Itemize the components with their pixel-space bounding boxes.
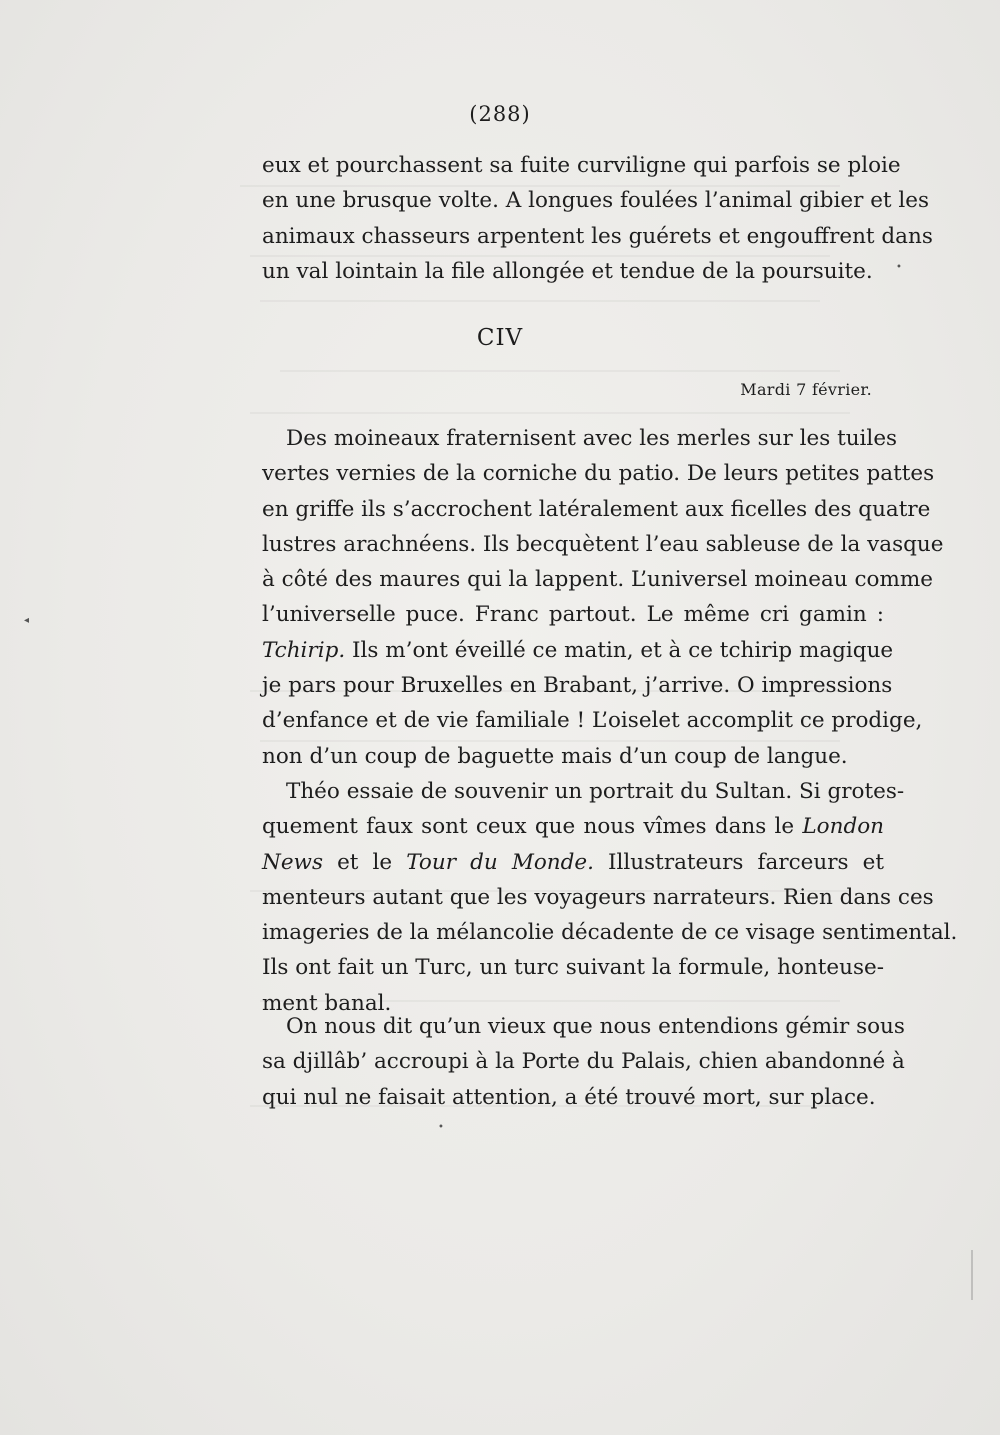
text-span: Illustrateurs farceurs et (593, 849, 884, 875)
italic-word: Tchirip. (262, 637, 346, 663)
text-line: Théo essaie de souvenir un portrait du Sultan. Si grotes- (286, 779, 905, 804)
text-line: en une brusque volte. A longues foulées l’animal gibier et les (262, 188, 930, 214)
chapter-date: Mardi 7 février. (740, 380, 872, 399)
paragraph-sultan-portrait (262, 774, 958, 1021)
text-line: à côté des maures qui la lappent. L’universel moineau comme (262, 567, 933, 593)
text-line: d’enfance et de vie familiale ! L’oiselet accomplit ce prodige, (262, 708, 923, 734)
edge-mark (971, 1250, 973, 1300)
text-line: Des moineaux fraternisent avec les merles sur les tuiles (286, 426, 898, 451)
margin-speck: • (438, 1122, 444, 1133)
margin-speck: • (896, 262, 902, 273)
margin-speck: ◂ (24, 615, 30, 626)
italic-word: London (802, 814, 884, 840)
text-line: je pars pour Bruxelles en Brabant, j’arrive. O impressions (262, 673, 893, 699)
text-line: un val lointain la file allongée et tendue de la poursuite. (262, 258, 873, 284)
text-line: non d’un coup de baguette mais d’un coup de langue. (262, 743, 848, 769)
text-line: qui nul ne faisait attention, a été trouvé mort, sur place. (262, 1084, 876, 1110)
paragraph-old-man (262, 1009, 905, 1115)
chapter-heading: CIV (476, 325, 524, 351)
text-line: Ils ont fait un Turc, un turc suivant la formule, honteuse- (262, 955, 884, 981)
text-line (262, 809, 884, 844)
text-line: l’universelle puce. Franc partout. Le même cri gamin : (262, 602, 884, 628)
page-number: (288) (469, 102, 531, 126)
paragraph-continuation (262, 148, 933, 289)
paragraph-sparrows (262, 421, 944, 774)
text-line: menteurs autant que les voyageurs narrateurs. Rien dans ces (262, 884, 934, 910)
text-span: et le (322, 849, 407, 875)
text-line: en griffe ils s’accrochent latéralement aux ficelles des quatre (262, 496, 931, 522)
text-line: animaux chasseurs arpentent les guérets et engouffrent dans (262, 223, 933, 249)
text-line: On nous dit qu’un vieux que nous entendions gémir sous (286, 1014, 905, 1039)
italic-word: News (262, 849, 323, 875)
text-line: lustres arachnéens. Ils becquètent l’eau sableuse de la vasque (262, 531, 944, 557)
text-line: sa djillâb’ accroupi à la Porte du Palais, chien abandonné à (262, 1049, 905, 1075)
text-line (262, 633, 894, 668)
text-line: imageries de la mélancolie décadente de ce visage sentimental. (262, 920, 958, 946)
text-span: quement faux sont ceux que nous vîmes dans le (262, 814, 803, 840)
text-line: ment banal. (262, 990, 392, 1016)
text-line: eux et pourchassent sa fuite curviligne qui parfois se ploie (262, 153, 901, 178)
text-line: vertes vernies de la corniche du patio. De leurs petites pattes (262, 461, 935, 487)
text-span: Ils m’ont éveillé ce matin, et à ce tchirip magique (345, 637, 894, 663)
italic-title: Tour du Monde. (406, 849, 594, 875)
text-line (262, 845, 884, 880)
